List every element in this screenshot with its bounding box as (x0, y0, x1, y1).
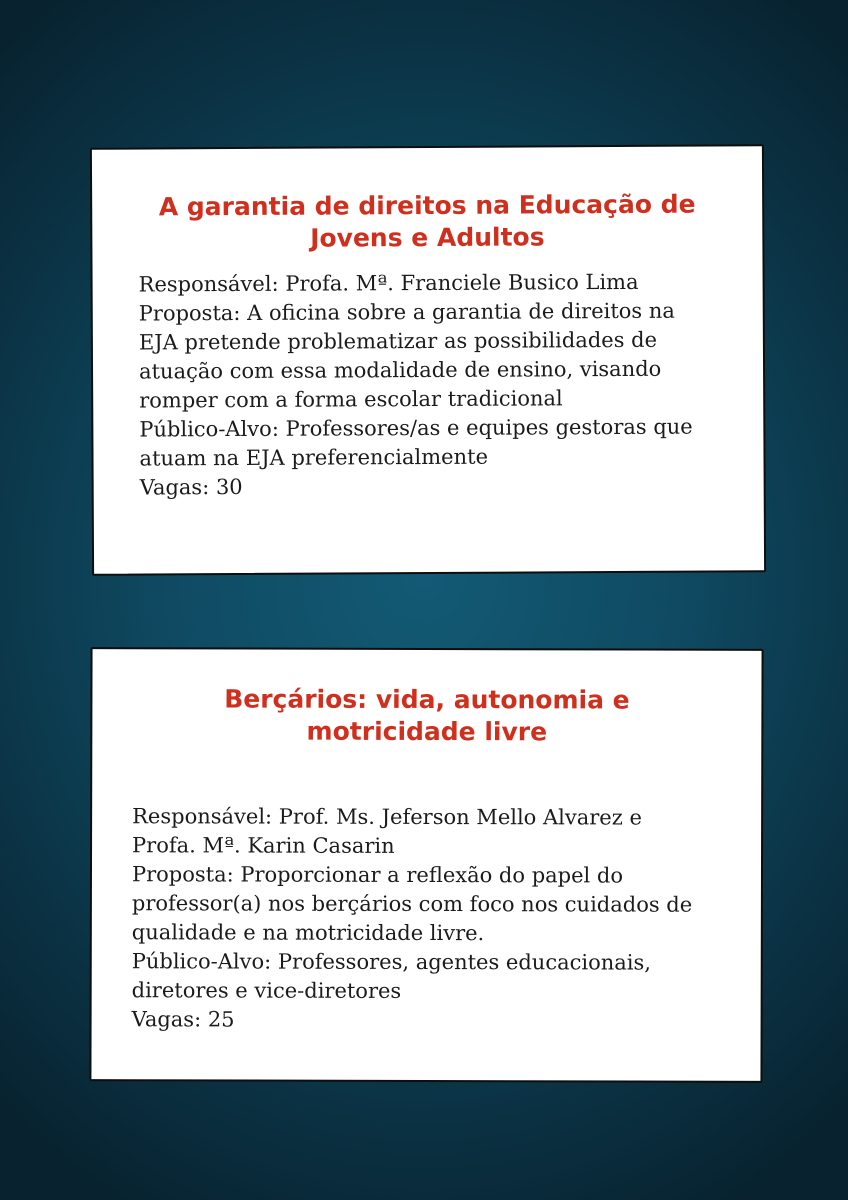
responsible-line: Responsável: Profa. Mª. Franciele Busico Lima (138, 269, 639, 297)
workshop-title (92, 188, 762, 256)
proposal-line: Proposta: A oficina sobre a garantia de direitos na (138, 298, 675, 326)
workshop-details (132, 802, 693, 1035)
title-line: Berçários: vida, autonomia e (224, 684, 630, 715)
workshop-details (139, 268, 694, 503)
proposal-line: EJA pretende problematizar as possibilidades de (138, 327, 658, 355)
title-line: motricidade livre (306, 716, 548, 747)
audience-line: Público-Alvo: Professores/as e equipes gestoras que (139, 414, 693, 442)
responsible-line: Responsável: Prof. Ms. Jeferson Mello Alvarez e (132, 804, 642, 830)
title-line: Jovens e Adultos (310, 222, 545, 253)
title-line: A garantia de direitos na Educação de (158, 189, 696, 222)
audience-line: atuam na EJA preferencialmente (139, 444, 489, 471)
proposal-line: Proposta: Proporcionar a reflexão do papel do (131, 862, 624, 888)
proposal-line: romper com a forma escolar tradicional (139, 386, 563, 413)
proposal-line: professor(a) nos berçários com foco nos cuidados de (131, 891, 693, 917)
proposal-line: qualidade e na motricidade livre. (131, 920, 485, 946)
audience-line: Público-Alvo: Professores, agentes educacionais, (131, 949, 651, 975)
vacancies-line: Vagas: 25 (131, 1007, 235, 1032)
workshop-title (92, 683, 761, 749)
workshop-card-eja (90, 144, 766, 576)
audience-line: diretores e vice-diretores (131, 978, 402, 1003)
workshop-card-bercarios (89, 647, 763, 1083)
proposal-line: atuação com essa modalidade de ensino, visando (138, 356, 662, 384)
vacancies-line: Vagas: 30 (139, 474, 243, 500)
responsible-line: Profa. Mª. Karin Casarin (132, 833, 395, 858)
